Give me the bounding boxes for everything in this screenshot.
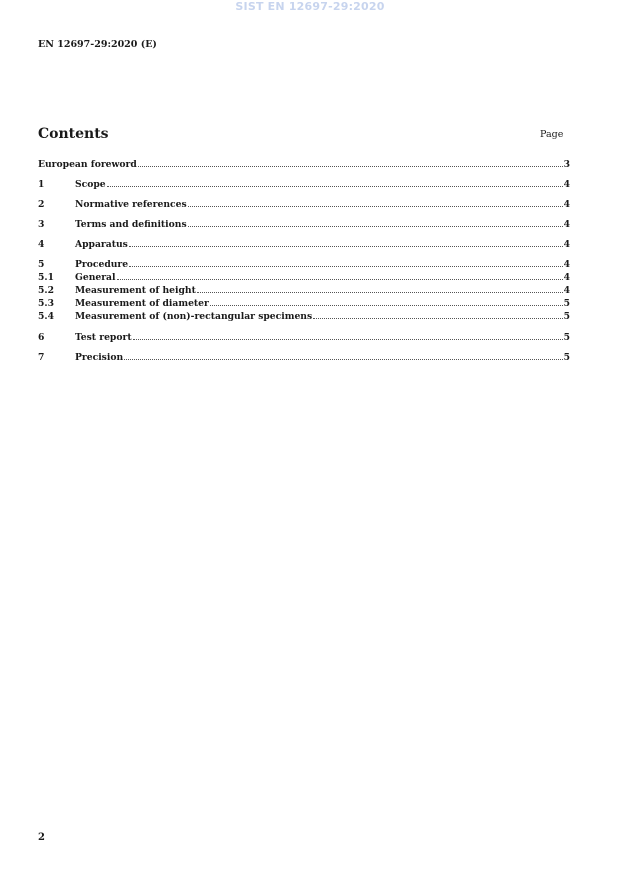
toc-leader-dots	[210, 297, 563, 306]
toc-entry-foreword[interactable]	[38, 158, 570, 171]
toc-entry-apparatus[interactable]	[38, 238, 570, 251]
toc-entry-number: 2	[38, 199, 45, 210]
toc-entry-title: Measurement of (non)-rectangular specimens	[75, 311, 313, 322]
toc-entry-number: 4	[38, 239, 45, 250]
toc-entry-terms-and-definitions[interactable]	[38, 218, 570, 231]
toc-leader-dots	[188, 198, 563, 207]
toc-entry-page: 3	[563, 159, 570, 170]
toc-entry-scope[interactable]	[38, 178, 570, 191]
toc-entry-page: 4	[563, 179, 570, 190]
toc-leader-dots	[129, 238, 563, 247]
watermark: SIST EN 12697-29:2020	[235, 0, 385, 13]
toc-entry-number: 7	[38, 352, 45, 363]
toc-leader-dots	[313, 310, 562, 319]
toc-leader-dots	[117, 271, 563, 280]
toc-entry-normative-references[interactable]	[38, 198, 570, 211]
contents-title: Contents	[38, 126, 109, 142]
toc-leader-dots	[138, 158, 563, 167]
toc-entry-title: Measurement of height	[75, 285, 196, 296]
toc-entry-number: 5.4	[38, 311, 54, 322]
toc-entry-precision[interactable]	[38, 351, 570, 364]
toc-entry-measurement-of-height[interactable]	[38, 284, 570, 297]
toc-entry-measurement-of-non-rectangular-specimens[interactable]	[38, 310, 570, 323]
toc-entry-number: 5	[38, 259, 45, 270]
page-column-label: Page	[540, 129, 564, 140]
toc-entry-page: 4	[563, 285, 570, 296]
toc-leader-dots	[124, 351, 562, 360]
toc-entry-page: 4	[563, 259, 570, 270]
toc-entry-title: Apparatus	[75, 239, 128, 250]
document-header: EN 12697-29:2020 (E)	[38, 39, 157, 50]
toc-entry-title: Test report	[75, 332, 132, 343]
toc-entry-title: Scope	[75, 179, 106, 190]
toc-entry-general[interactable]	[38, 271, 570, 284]
toc-entry-number: 5.1	[38, 272, 54, 283]
toc-leader-dots	[133, 331, 563, 340]
toc-entry-page: 4	[563, 239, 570, 250]
toc-entry-number: 1	[38, 179, 45, 190]
toc-entry-title: Procedure	[75, 259, 129, 270]
toc-entry-title: General	[75, 272, 116, 283]
toc-entry-title: Precision	[75, 352, 124, 363]
toc-entry-measurement-of-diameter[interactable]	[38, 297, 570, 310]
toc-leader-dots	[188, 218, 563, 227]
toc-entry-title: Terms and definitions	[75, 219, 187, 230]
toc-entry-page: 4	[563, 199, 570, 210]
toc-entry-number: 5.2	[38, 285, 54, 296]
toc-entry-title: Normative references	[75, 199, 187, 210]
toc-entry-test-report[interactable]	[38, 331, 570, 344]
toc-leader-dots	[129, 258, 562, 267]
toc-entry-page: 5	[563, 352, 570, 363]
toc-entry-page: 4	[563, 272, 570, 283]
toc-entry-number: 5.3	[38, 298, 54, 309]
toc-entry-page: 5	[563, 298, 570, 309]
toc-entry-number: 6	[38, 332, 45, 343]
toc-entry-procedure[interactable]	[38, 258, 570, 271]
toc-entry-title: European foreword	[38, 159, 137, 170]
toc-leader-dots	[107, 178, 563, 187]
toc-entry-page: 4	[563, 219, 570, 230]
page-number: 2	[38, 832, 45, 843]
toc-entry-number: 3	[38, 219, 45, 230]
toc-leader-dots	[197, 284, 563, 293]
toc-entry-title: Measurement of diameter	[75, 298, 209, 309]
toc-entry-page: 5	[563, 332, 570, 343]
toc-entry-page: 5	[563, 311, 570, 322]
